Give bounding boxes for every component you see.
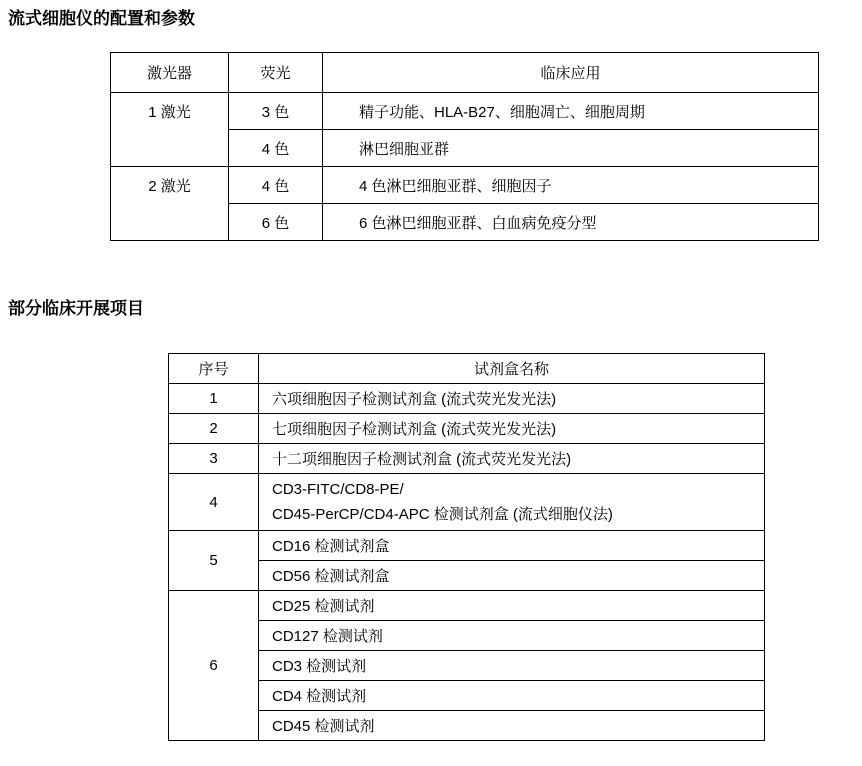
kit-name-cell: CD25 检测试剂	[259, 591, 765, 621]
kit-row	[169, 561, 765, 591]
kit-name-cell: CD3 检测试剂	[259, 651, 765, 681]
config-header-application: 临床应用	[323, 53, 819, 93]
seq-cell: 5	[169, 531, 259, 591]
color-cell: 6 色	[229, 204, 323, 241]
color-cell: 3 色	[229, 93, 323, 130]
seq-cell: 2	[169, 414, 259, 444]
laser-cell: 2 激光	[111, 167, 229, 241]
kit-name-cell: CD4 检测试剂	[259, 681, 765, 711]
section-title-clinical-projects: 部分临床开展项目	[8, 299, 144, 318]
kits-header-no: 序号	[169, 354, 259, 384]
kit-row	[169, 444, 765, 474]
kit-name-cell: 七项细胞因子检测试剂盒 (流式荧光发光法)	[259, 414, 765, 444]
section-title-config: 流式细胞仪的配置和参数	[8, 9, 195, 28]
kit-row	[169, 591, 765, 621]
kit-name-cell: CD45 检测试剂	[259, 711, 765, 741]
config-row	[111, 167, 819, 204]
config-table	[110, 52, 819, 241]
kit-row	[169, 621, 765, 651]
seq-cell: 6	[169, 591, 259, 741]
application-cell: 4 色淋巴细胞亚群、细胞因子	[323, 167, 819, 204]
config-table-header-row	[111, 53, 819, 93]
application-cell: 淋巴细胞亚群	[323, 130, 819, 167]
kit-name-cell: CD56 检测试剂盒	[259, 561, 765, 591]
kits-table-header-row	[169, 354, 765, 384]
config-header-laser: 激光器	[111, 53, 229, 93]
color-cell: 4 色	[229, 167, 323, 204]
application-cell: 精子功能、HLA-B27、细胞凋亡、细胞周期	[323, 93, 819, 130]
seq-cell: 1	[169, 384, 259, 414]
application-cell: 6 色淋巴细胞亚群、白血病免疫分型	[323, 204, 819, 241]
kit-row	[169, 474, 765, 531]
kit-name-cell: 十二项细胞因子检测试剂盒 (流式荧光发光法)	[259, 444, 765, 474]
clinical-kits-table	[168, 353, 765, 741]
kit-name-cell: CD16 检测试剂盒	[259, 531, 765, 561]
kit-row	[169, 711, 765, 741]
config-header-fluorescence: 荧光	[229, 53, 323, 93]
color-cell: 4 色	[229, 130, 323, 167]
kit-name-line-1: CD3-FITC/CD8-PE/	[272, 481, 404, 498]
laser-cell: 1 激光	[111, 93, 229, 167]
kit-name-cell	[259, 474, 765, 531]
config-row	[111, 93, 819, 130]
kit-row	[169, 651, 765, 681]
kits-header-name: 试剂盒名称	[259, 354, 765, 384]
kit-row	[169, 414, 765, 444]
seq-cell: 3	[169, 444, 259, 474]
seq-cell: 4	[169, 474, 259, 531]
kit-name-line-2: CD45-PerCP/CD4-APC 检测试剂盒 (流式细胞仪法)	[272, 506, 613, 523]
kit-row	[169, 531, 765, 561]
kit-row	[169, 681, 765, 711]
kit-name-cell: CD127 检测试剂	[259, 621, 765, 651]
kit-row	[169, 384, 765, 414]
kit-name-cell: 六项细胞因子检测试剂盒 (流式荧光发光法)	[259, 384, 765, 414]
